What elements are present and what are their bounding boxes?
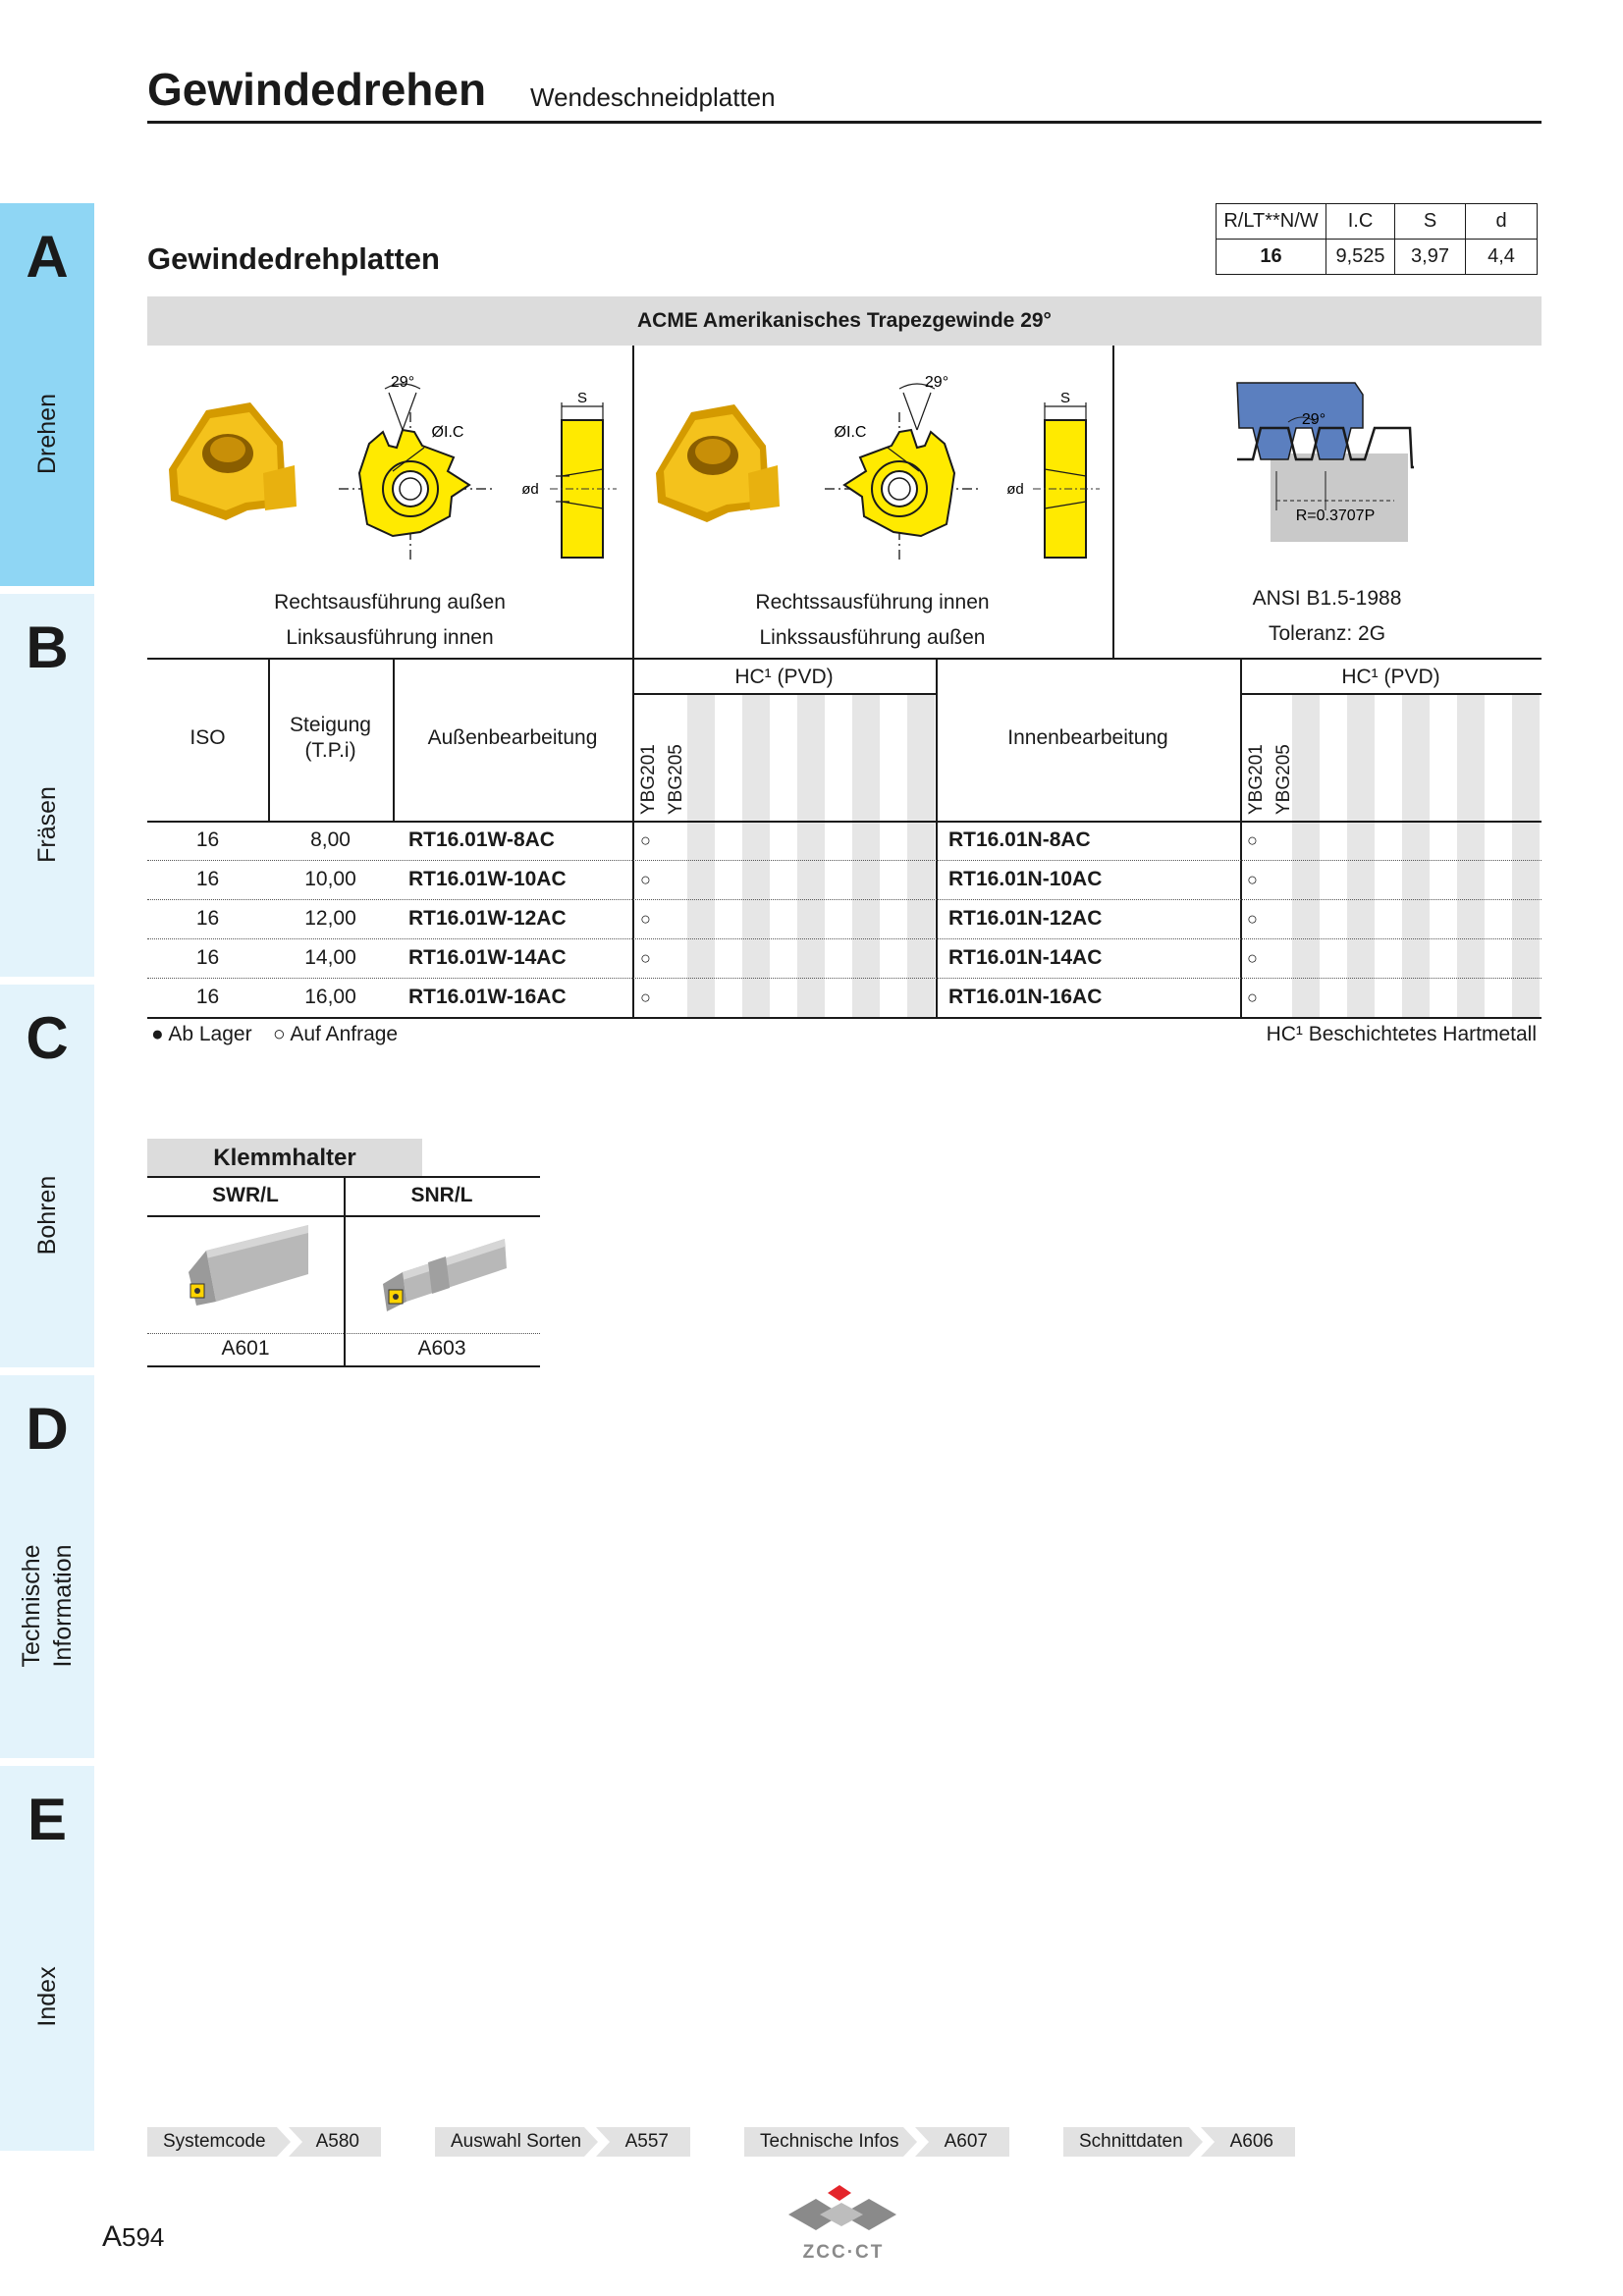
- chevron-right-icon: [1189, 2127, 1215, 2157]
- chevron-right-icon: [584, 2127, 610, 2157]
- col-header-inner: Innenbearbeitung: [1007, 726, 1168, 749]
- cell-inner-code[interactable]: RT16.01N-16AC: [948, 986, 1103, 1008]
- side-tab-label-line: Technische: [18, 1544, 45, 1668]
- cell-outer-code[interactable]: RT16.01W-14AC: [408, 946, 567, 969]
- side-tab-label: Bohren: [33, 1175, 61, 1255]
- grid-col-divider: [1240, 658, 1242, 1018]
- ic-label: ØI.C: [834, 424, 867, 441]
- cell-pitch: 8,00: [310, 828, 351, 851]
- cell-iso: 16: [195, 828, 220, 851]
- spec-value: 16: [1217, 240, 1326, 275]
- footer-nav-label: Schnittdaten: [1079, 2131, 1183, 2152]
- grade-label: YBG205: [1273, 744, 1294, 815]
- caption-line: Linksausführung innen: [286, 626, 494, 649]
- side-tab-e[interactable]: [0, 1766, 94, 2151]
- spec-value: 4,4: [1466, 240, 1538, 275]
- footer-nav-page: A606: [1229, 2131, 1273, 2152]
- grade-band: [852, 693, 880, 1017]
- footer-nav-page: A580: [315, 2131, 359, 2152]
- holder-name[interactable]: SWR/L: [212, 1184, 279, 1206]
- footer-nav-label: Auswahl Sorten: [451, 2131, 582, 2152]
- cell-outer-avail: ○: [640, 948, 651, 968]
- cell-iso: 16: [195, 868, 220, 890]
- cell-inner-avail: ○: [1247, 948, 1258, 968]
- side-tab-label: [16, 1544, 79, 1667]
- footer-nav-label: Technische Infos: [760, 2131, 899, 2152]
- cell-inner-code[interactable]: RT16.01N-8AC: [948, 828, 1091, 851]
- cell-outer-avail: ○: [640, 870, 651, 889]
- side-tab-a[interactable]: [0, 203, 94, 586]
- spec-value: 3,97: [1395, 240, 1466, 275]
- caption-line: Linkssausführung außen: [759, 626, 986, 649]
- grade-band: [1402, 693, 1430, 1017]
- cell-iso: 16: [195, 946, 220, 969]
- caption-line: ANSI B1.5-1988: [1252, 587, 1402, 610]
- cell-pitch: 12,00: [304, 907, 356, 930]
- grade-band: [797, 693, 825, 1017]
- legend-stock: ● Ab Lager: [151, 1023, 252, 1045]
- caption-line: Toleranz: 2G: [1268, 622, 1386, 645]
- side-tab-letter: D: [26, 1396, 69, 1462]
- side-tab-letter: B: [26, 614, 69, 680]
- logo-text: ZCC·CT: [802, 2242, 885, 2263]
- spec-table: [1216, 203, 1538, 275]
- angle-label: 29°: [390, 374, 415, 391]
- page-subtitle: Wendeschneidplatten: [530, 82, 776, 112]
- caption-line: Rechtsausführung außen: [274, 591, 506, 614]
- cell-inner-code[interactable]: RT16.01N-12AC: [948, 907, 1103, 930]
- grade-label: YBG201: [638, 744, 659, 815]
- caption-standard: [1112, 581, 1542, 652]
- page-title: Gewindedrehen: [147, 64, 487, 115]
- d-label: ød: [521, 481, 539, 498]
- thread-type-banner: ACME Amerikanisches Trapezgewinde 29°: [147, 296, 1542, 346]
- cell-inner-avail: ○: [1247, 988, 1258, 1007]
- section-title: Gewindedrehplatten: [147, 241, 440, 276]
- page-number-prefix: A: [102, 2220, 123, 2253]
- holder-name[interactable]: SNR/L: [410, 1184, 473, 1206]
- holder-swr-image: [177, 1221, 324, 1329]
- insert-photo-icon: [169, 402, 297, 520]
- cell-pitch: 10,00: [304, 868, 356, 890]
- grade-band: [1347, 693, 1375, 1017]
- d-label: ød: [1006, 481, 1024, 498]
- page-number-value: 594: [122, 2222, 165, 2252]
- grade-band: [687, 693, 715, 1017]
- caption-inner: [632, 585, 1112, 656]
- col-header-pitch: [268, 713, 393, 764]
- footer-nav-page: A607: [944, 2131, 988, 2152]
- cell-pitch: 14,00: [304, 946, 356, 969]
- company-logo: [781, 2181, 908, 2269]
- grade-header-rule: [632, 693, 936, 695]
- cell-outer-code[interactable]: RT16.01W-10AC: [408, 868, 567, 890]
- col-header-iso: ISO: [189, 726, 226, 749]
- footer-nav-schnittdaten[interactable]: [1063, 2127, 1295, 2157]
- grade-header-rule: [1240, 693, 1542, 695]
- cell-inner-avail: ○: [1247, 870, 1258, 889]
- legend-on-request: ○ Auf Anfrage: [273, 1023, 399, 1045]
- col-header-outer: Außenbearbeitung: [427, 726, 598, 749]
- insert-illustration-external: [157, 363, 628, 569]
- holder-page-link[interactable]: A603: [417, 1337, 466, 1360]
- chevron-right-icon: [903, 2127, 929, 2157]
- thread-profile-diagram: [1217, 373, 1434, 550]
- grid-bottom-rule: [147, 1017, 1542, 1019]
- insert-side-view: [1006, 390, 1100, 558]
- cell-outer-code[interactable]: RT16.01W-16AC: [408, 986, 567, 1008]
- grade-group-label: HC¹ (PVD): [734, 666, 834, 688]
- footer-nav-technische-infos[interactable]: [744, 2127, 1009, 2157]
- cell-outer-avail: ○: [640, 830, 651, 850]
- insert-photo-icon: [656, 404, 780, 522]
- col-header-pitch-line: Steigung: [290, 714, 371, 736]
- profile-base: [1271, 454, 1408, 542]
- grade-band: [1292, 693, 1320, 1017]
- holder-page-link[interactable]: A601: [221, 1337, 270, 1360]
- spec-header: R/LT**N/W: [1217, 204, 1326, 240]
- holder-section-title: Klemmhalter: [147, 1139, 422, 1178]
- grade-group-label: HC¹ (PVD): [1341, 666, 1440, 688]
- s-label: S: [1059, 390, 1071, 406]
- profile-angle-label: 29°: [1301, 411, 1326, 428]
- spec-value: 9,525: [1326, 240, 1395, 275]
- legend-coating: HC¹ Beschichtetes Hartmetall: [1266, 1023, 1537, 1045]
- side-tab-label-line: Information: [49, 1544, 77, 1668]
- footer-nav-auswahl-sorten[interactable]: [435, 2127, 690, 2157]
- grid-top-rule: [147, 658, 1542, 660]
- holder-snr-image: [373, 1233, 520, 1331]
- cell-inner-code[interactable]: RT16.01N-14AC: [948, 946, 1103, 969]
- col-header-pitch-line: (T.P.i): [304, 739, 356, 762]
- spec-header: S: [1395, 204, 1466, 240]
- cell-inner-avail: ○: [1247, 830, 1258, 850]
- grid-col-divider: [936, 658, 938, 1018]
- side-tab-letter: A: [26, 224, 69, 290]
- side-tab-label: Drehen: [33, 394, 61, 474]
- side-tab-c[interactable]: [0, 985, 94, 1367]
- page-number: [102, 2220, 164, 2254]
- footer-nav-systemcode[interactable]: [147, 2127, 381, 2157]
- grade-label: YBG205: [666, 744, 686, 815]
- grade-band: [1457, 693, 1485, 1017]
- s-label: S: [576, 390, 588, 406]
- cell-iso: 16: [195, 907, 220, 930]
- insert-side-view: [521, 390, 617, 558]
- chevron-right-icon: [277, 2127, 302, 2157]
- grade-band: [1512, 693, 1540, 1017]
- caption-line: Rechtssausführung innen: [755, 591, 990, 614]
- spec-header: d: [1466, 204, 1538, 240]
- cell-pitch: 16,00: [304, 986, 356, 1008]
- cell-outer-avail: ○: [640, 909, 651, 929]
- footer-nav-label: Systemcode: [163, 2131, 266, 2152]
- side-tab-label: Fräsen: [33, 786, 61, 863]
- ic-label: ØI.C: [431, 424, 464, 441]
- header-rule: [147, 121, 1542, 124]
- side-tab-d[interactable]: [0, 1375, 94, 1758]
- side-tab-letter: C: [26, 1005, 69, 1071]
- cell-inner-code[interactable]: RT16.01N-10AC: [948, 868, 1103, 890]
- cell-outer-code[interactable]: RT16.01W-12AC: [408, 907, 567, 930]
- side-tab-letter: E: [27, 1787, 68, 1852]
- cell-outer-code[interactable]: RT16.01W-8AC: [408, 828, 555, 851]
- footer-nav-page: A557: [624, 2131, 669, 2152]
- grid-col-divider: [632, 658, 634, 1018]
- spec-header: I.C: [1326, 204, 1395, 240]
- insert-drawing: [339, 374, 496, 560]
- grade-band: [907, 693, 935, 1017]
- insert-illustration-internal: [638, 363, 1109, 569]
- cell-iso: 16: [195, 986, 220, 1008]
- angle-label: 29°: [924, 374, 949, 391]
- side-tab-b[interactable]: [0, 594, 94, 977]
- caption-outer: [147, 585, 632, 656]
- grade-label: YBG201: [1246, 744, 1267, 815]
- profile-radius-label: R=0.3707P: [1295, 507, 1376, 524]
- cell-outer-avail: ○: [640, 988, 651, 1007]
- insert-drawing: [825, 374, 982, 560]
- cell-inner-avail: ○: [1247, 909, 1258, 929]
- side-tab-label: Index: [33, 1966, 61, 2027]
- grade-band: [742, 693, 770, 1017]
